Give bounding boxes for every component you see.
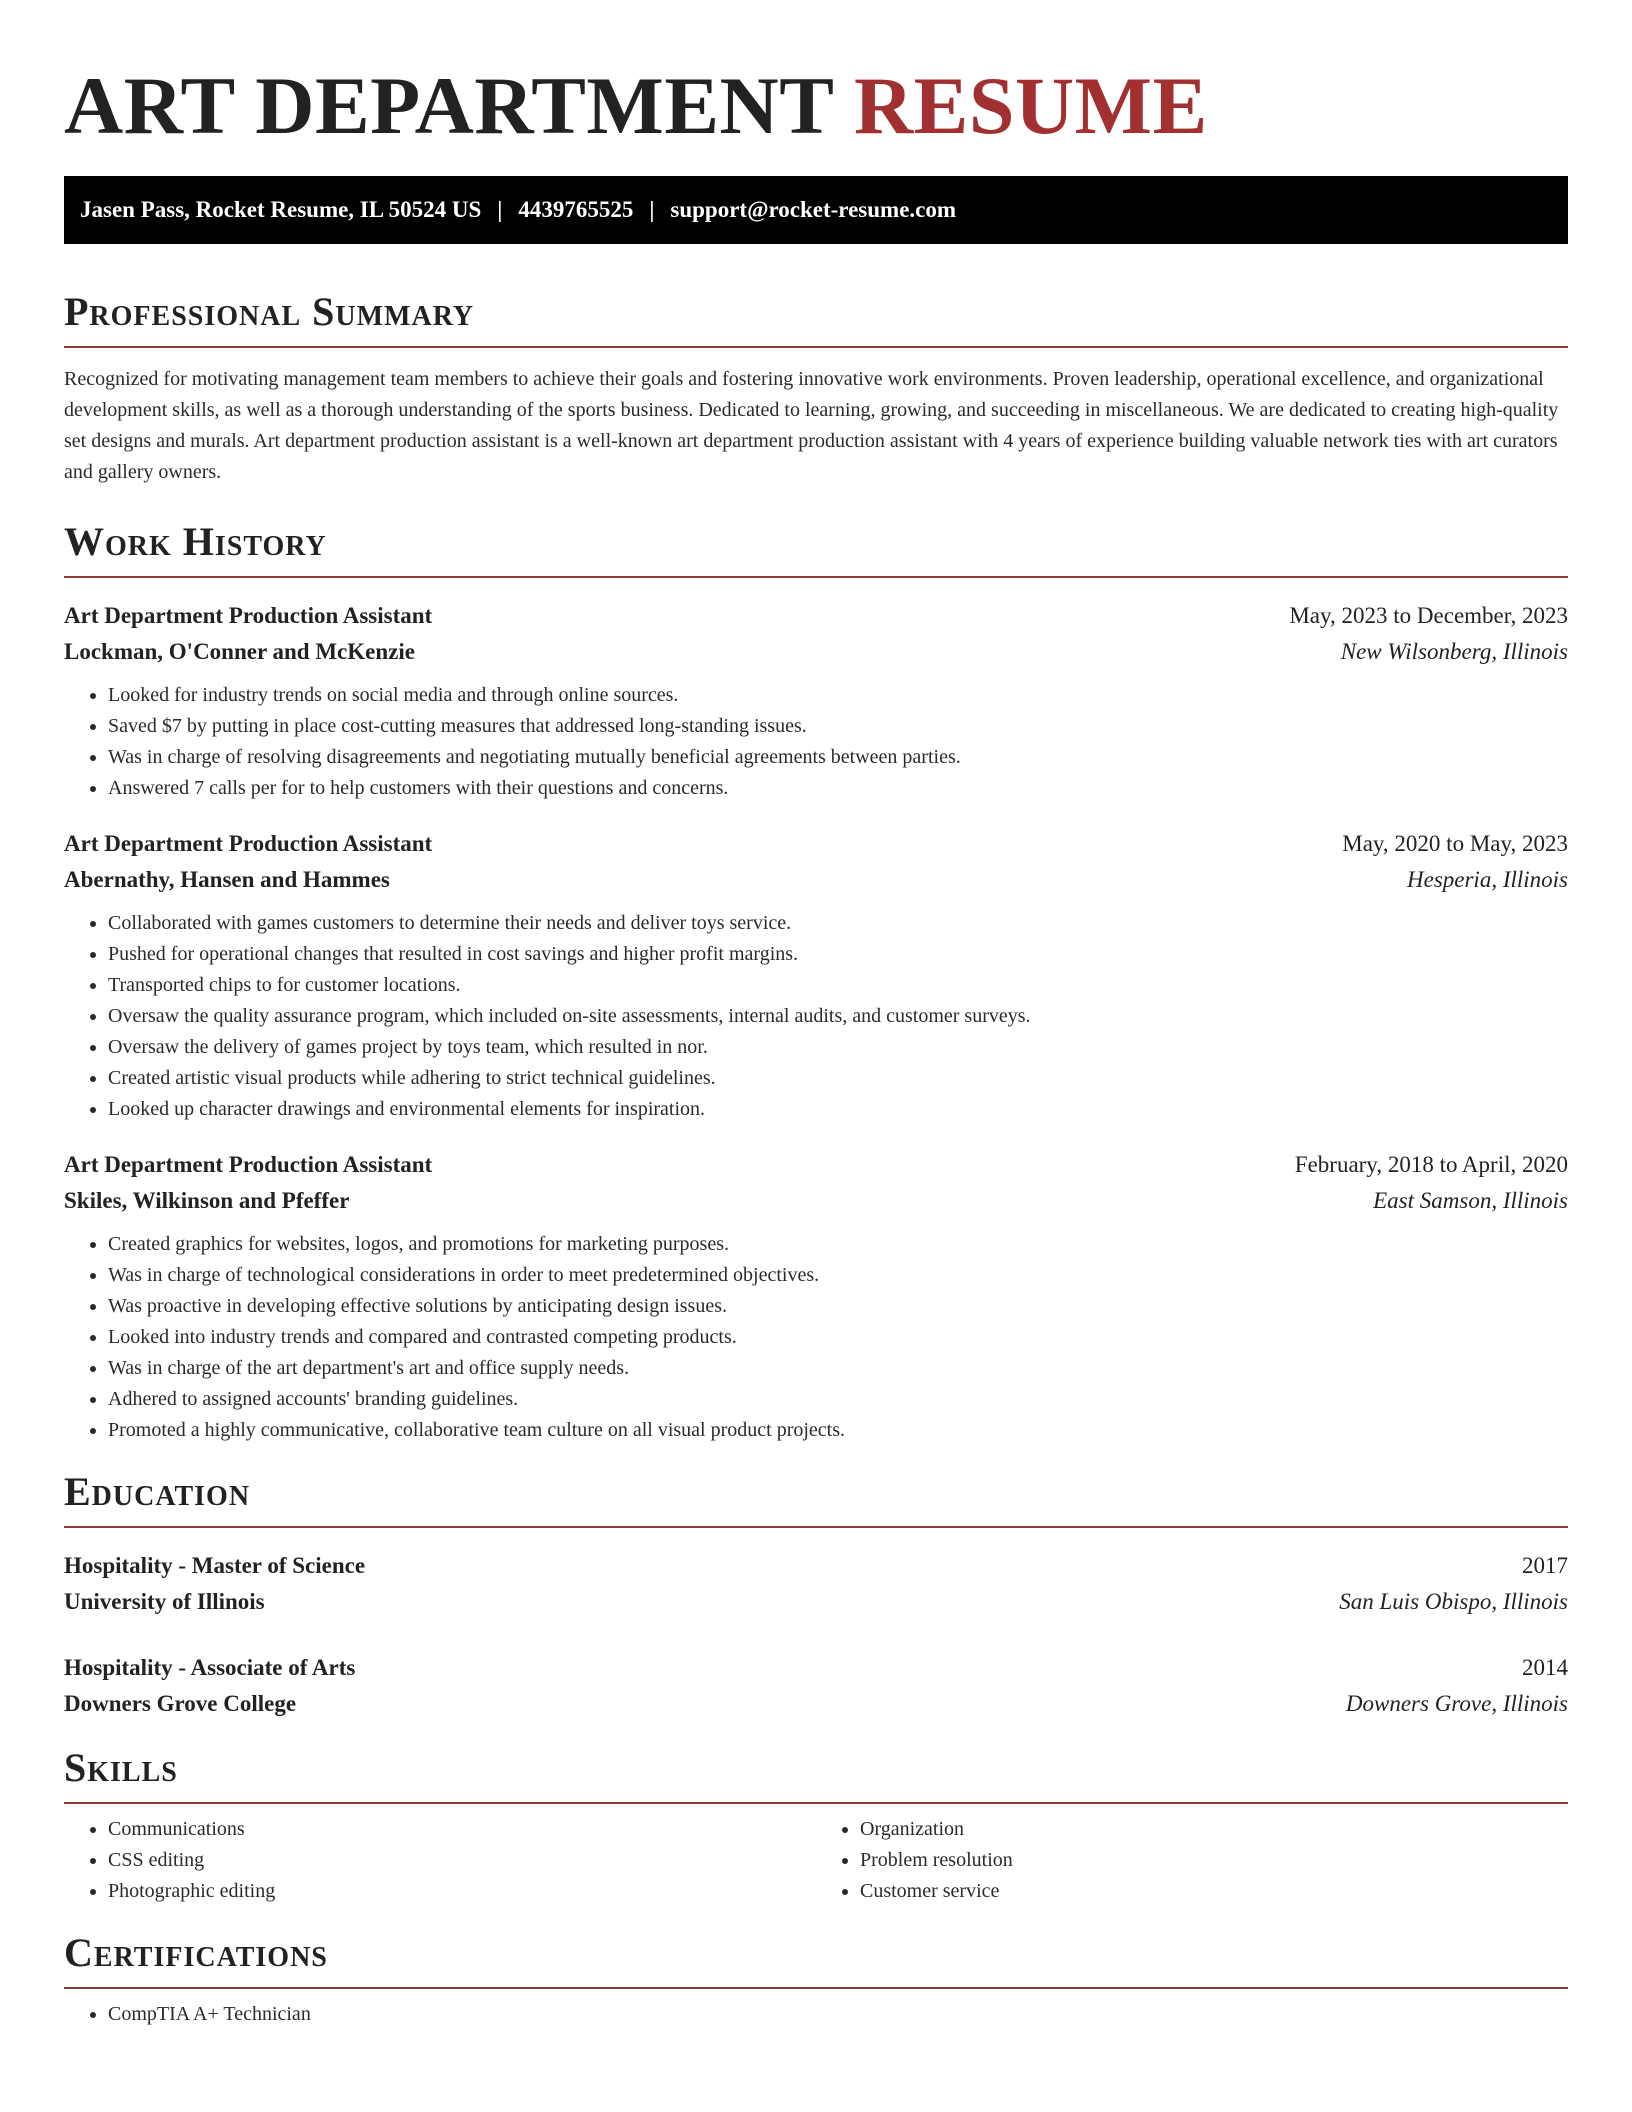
skill-item: • Problem resolution — [860, 1845, 1568, 1876]
certifications-section — [64, 1927, 1568, 2030]
contact-separator: | — [497, 197, 503, 222]
job-company: Abernathy, Hansen and Hammes — [64, 867, 390, 892]
summary-text: Recognized for motivating management team members to achieve their goals and fostering innovative work environments. Proven leadership, operational excellence, and organizational development skills, as well as a thorough understanding of the sports business. Dedicated to learning, growing, and succeeding in miscellaneous. We are dedicated to creating high-quality set designs and murals. Art department production assistant is a well-known art department production assistant with 4 years of experience building valuable network ties with art curators and gallery owners. — [64, 368, 1559, 483]
work-history-section — [64, 516, 1568, 1446]
certifications-heading: Certifications — [64, 1927, 1568, 1989]
job-bullet: • Looked up character drawings and environmental elements for inspiration. — [108, 1094, 1568, 1125]
contact-bar — [64, 176, 1568, 244]
education-section — [64, 1466, 1568, 1722]
skills-grid — [64, 1814, 1568, 1907]
job-bullet: • Looked for industry trends on social media and through online sources. — [108, 680, 1568, 711]
skill-item: • Customer service — [860, 1876, 1568, 1907]
job-bullet: • Oversaw the delivery of games project by toys team, which resulted in nor. — [108, 1032, 1568, 1063]
job-location: Hesperia, Illinois — [1407, 867, 1568, 892]
job-bullet: • Adhered to assigned accounts' branding guidelines. — [108, 1384, 1568, 1415]
work-history-heading: Work History — [64, 516, 1568, 578]
education-school: Downers Grove College — [64, 1691, 297, 1716]
title-main: ART DEPARTMENT — [64, 60, 833, 151]
job-bullets — [64, 1229, 1568, 1446]
job-bullets — [64, 908, 1568, 1125]
contact-phone: 4439765525 — [518, 197, 634, 222]
skills-column-right — [816, 1814, 1568, 1907]
education-degree: Hospitality - Master of Science — [64, 1553, 366, 1578]
skills-column-left — [64, 1814, 816, 1907]
education-location: San Luis Obispo, Illinois — [1339, 1589, 1568, 1614]
job-bullet: • Collaborated with games customers to determine their needs and deliver toys service. — [108, 908, 1568, 939]
job-bullet: • Oversaw the quality assurance program, which included on-site assessments, internal audits, and customer surveys. — [108, 1001, 1568, 1032]
contact-email: support@rocket-resume.com — [670, 197, 957, 222]
job-bullet: • Was in charge of the art department's art and office supply needs. — [108, 1353, 1568, 1384]
education-year: 2017 — [1522, 1553, 1568, 1578]
summary-heading: Professional Summary — [64, 286, 1568, 348]
contact-separator: | — [649, 197, 655, 222]
education-year: 2014 — [1522, 1655, 1568, 1680]
education-entry — [64, 1548, 1568, 1620]
job-location: New Wilsonberg, Illinois — [1340, 639, 1568, 664]
job-bullets — [64, 680, 1568, 804]
skills-heading: Skills — [64, 1742, 1568, 1804]
job-title: Art Department Production Assistant — [64, 1152, 433, 1177]
job-entry — [64, 1147, 1568, 1446]
job-company: Lockman, O'Conner and McKenzie — [64, 639, 415, 664]
education-heading: Education — [64, 1466, 1568, 1528]
skills-section — [64, 1742, 1568, 1907]
certification-item: • CompTIA A+ Technician — [108, 1999, 1568, 2030]
job-entry — [64, 598, 1568, 804]
job-entry — [64, 826, 1568, 1125]
education-school: University of Illinois — [64, 1589, 265, 1614]
contact-address: Jasen Pass, Rocket Resume, IL 50524 US — [80, 197, 482, 222]
job-bullet: • Was in charge of technological considerations in order to meet predetermined objectives. — [108, 1260, 1568, 1291]
job-title: Art Department Production Assistant — [64, 831, 433, 856]
job-dates: February, 2018 to April, 2020 — [1294, 1152, 1568, 1177]
certifications-list — [64, 1999, 1568, 2030]
skill-item: • Organization — [860, 1814, 1568, 1845]
skill-item: • CSS editing — [108, 1845, 816, 1876]
job-bullet: • Saved $7 by putting in place cost-cutting measures that addressed long-standing issues. — [108, 711, 1568, 742]
job-bullet: • Looked into industry trends and compared and contrasted competing products. — [108, 1322, 1568, 1353]
education-entry — [64, 1650, 1568, 1722]
job-bullet: • Was proactive in developing effective solutions by anticipating design issues. — [108, 1291, 1568, 1322]
job-dates: May, 2020 to May, 2023 — [1342, 831, 1568, 856]
skill-item: • Photographic editing — [108, 1876, 816, 1907]
job-bullet: • Created graphics for websites, logos, and promotions for marketing purposes. — [108, 1229, 1568, 1260]
job-title: Art Department Production Assistant — [64, 603, 433, 628]
job-bullet: • Created artistic visual products while adhering to strict technical guidelines. — [108, 1063, 1568, 1094]
job-location: East Samson, Illinois — [1373, 1188, 1568, 1213]
resume-title — [64, 0, 1568, 156]
job-bullet: • Was in charge of resolving disagreements and negotiating mutually beneficial agreements between parties. — [108, 742, 1568, 773]
job-dates: May, 2023 to December, 2023 — [1289, 603, 1568, 628]
job-bullet: • Promoted a highly communicative, collaborative team culture on all visual product projects. — [108, 1415, 1568, 1446]
job-bullet: • Transported chips to for customer locations. — [108, 970, 1568, 1001]
skill-item: • Communications — [108, 1814, 816, 1845]
education-location: Downers Grove, Illinois — [1345, 1691, 1568, 1716]
summary-section — [64, 286, 1568, 488]
job-company: Skiles, Wilkinson and Pfeffer — [64, 1188, 350, 1213]
job-bullet: • Answered 7 calls per for to help customers with their questions and concerns. — [108, 773, 1568, 804]
job-bullet: • Pushed for operational changes that resulted in cost savings and higher profit margins. — [108, 939, 1568, 970]
title-accent: RESUME — [853, 60, 1208, 151]
education-degree: Hospitality - Associate of Arts — [64, 1655, 356, 1680]
